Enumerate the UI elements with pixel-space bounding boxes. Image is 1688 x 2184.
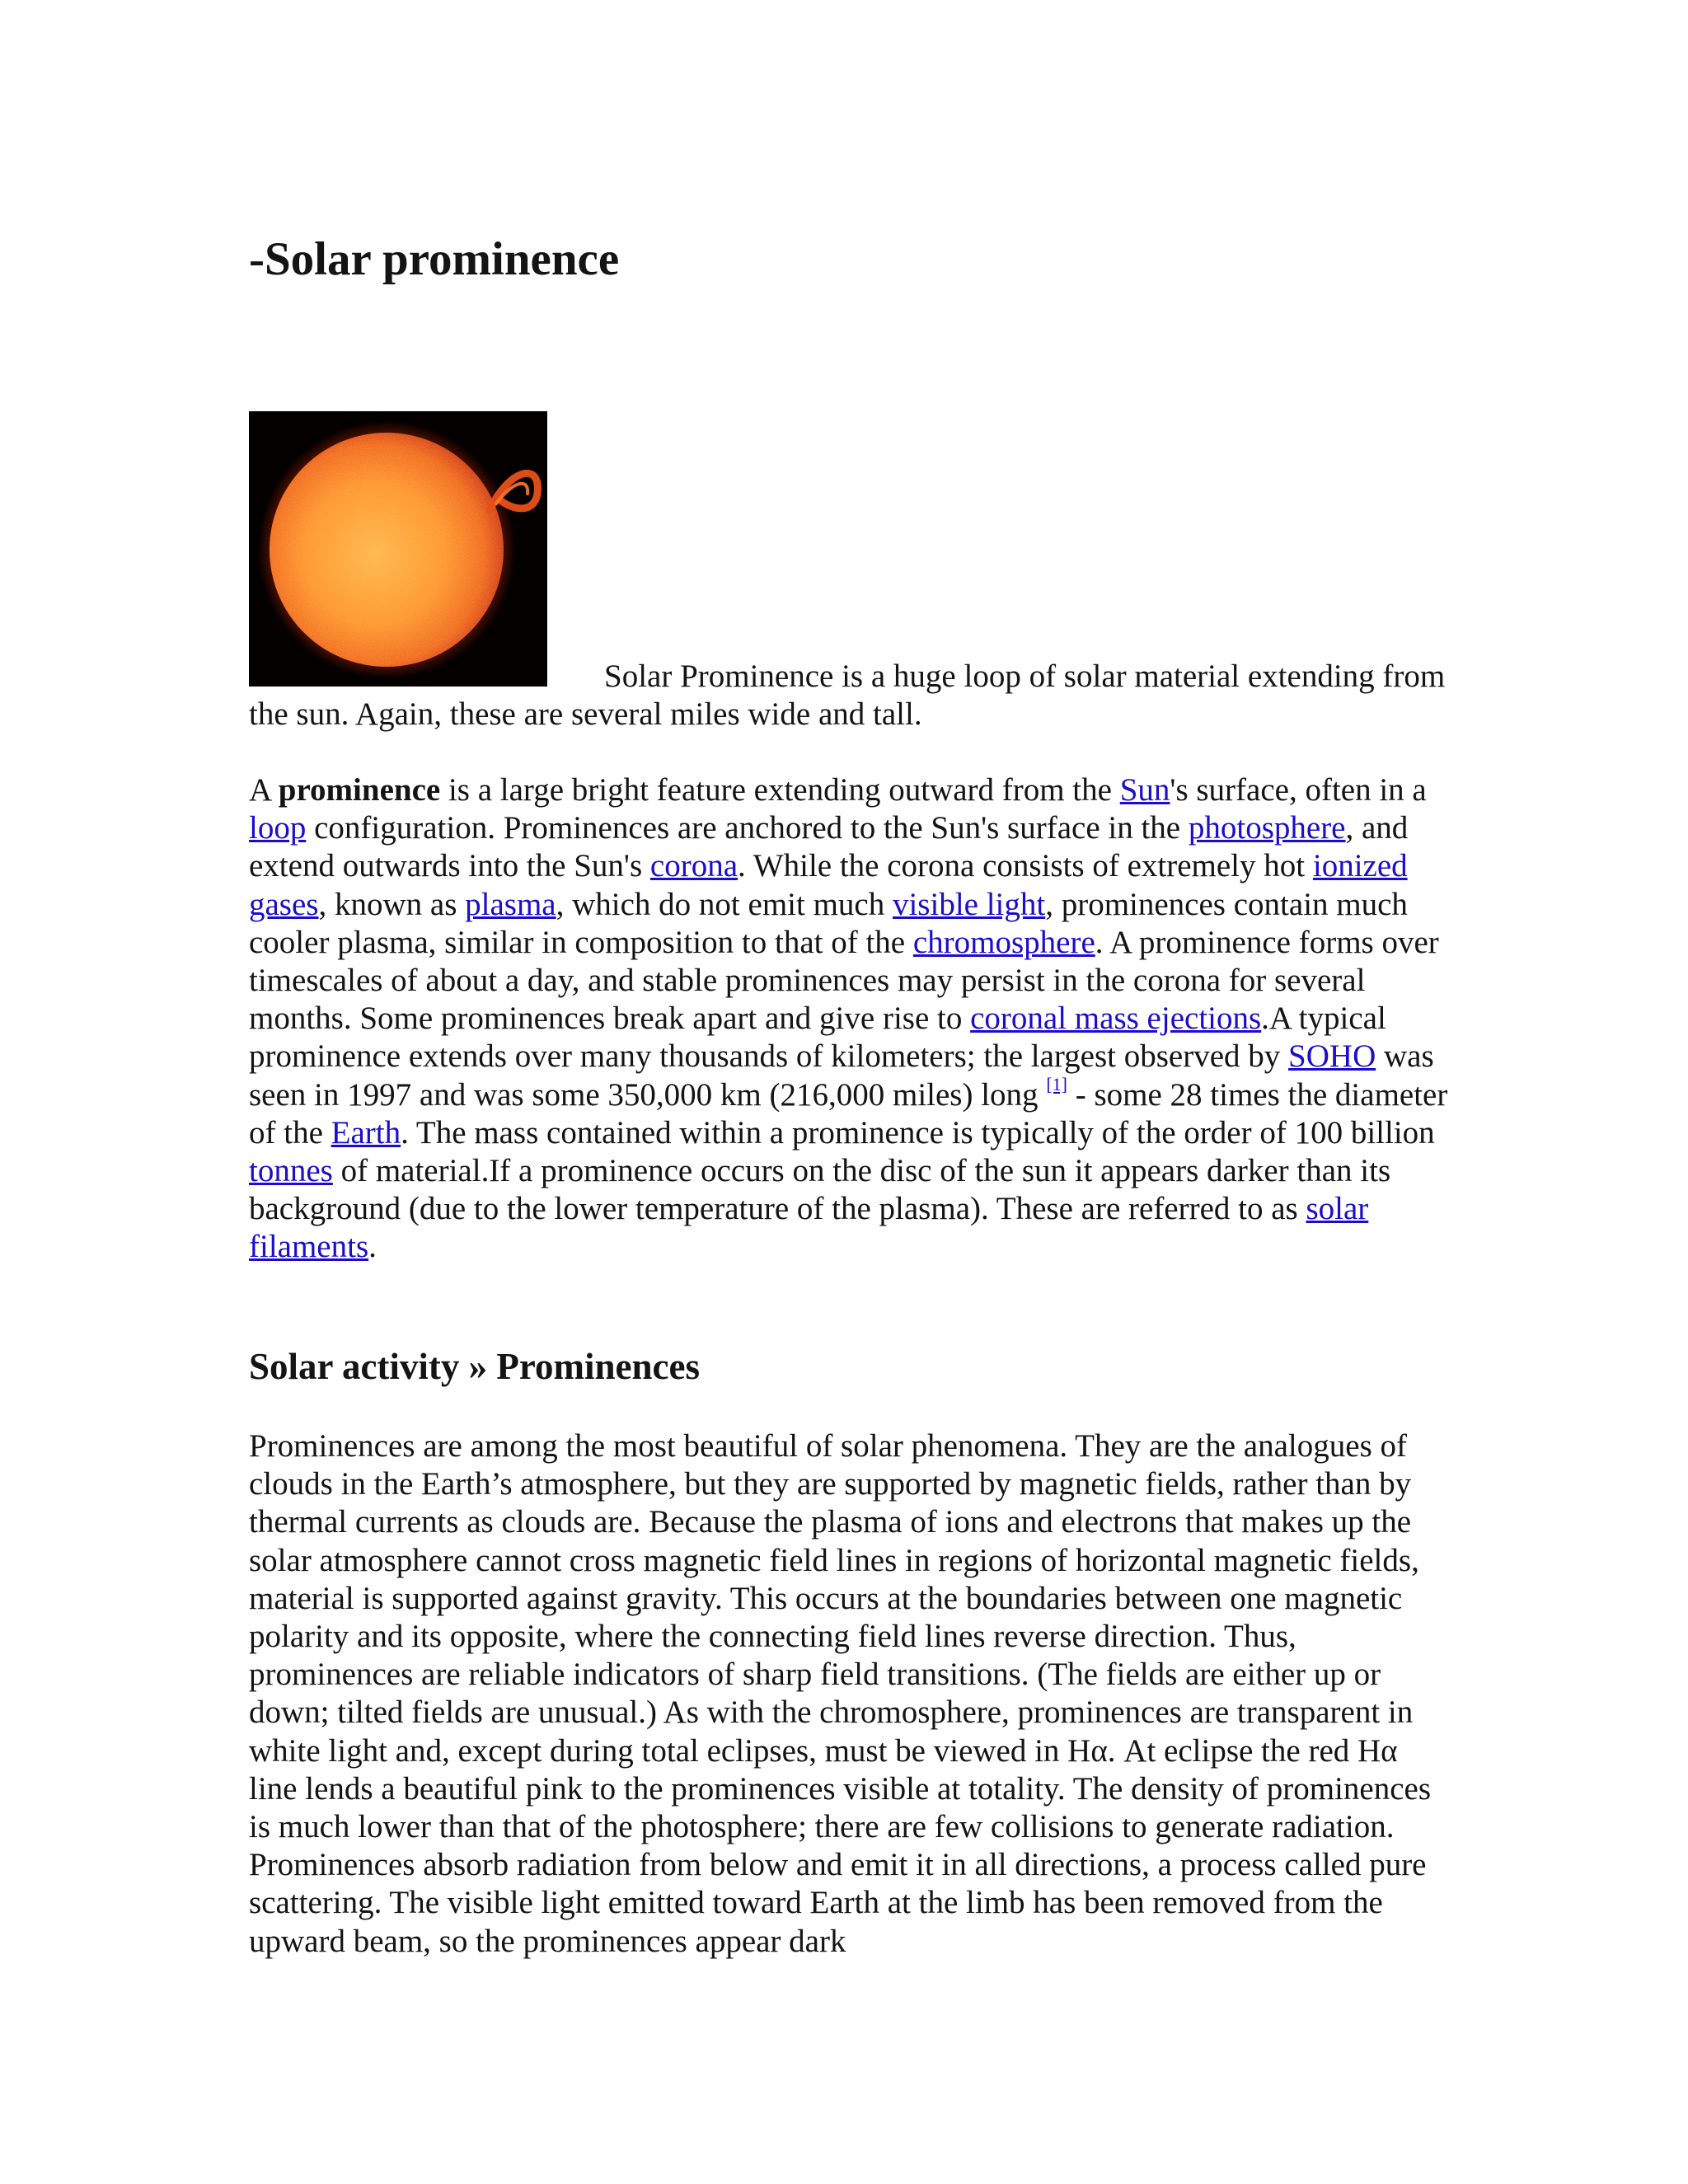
second-paragraph: Prominences are among the most beautiful of solar phenomena. They are the analogues of clouds in the Earth’s atmosphere, but they are supported by magnetic fields, rather than by thermal currents as clouds are. Because the plasma of ions and electrons that makes up the solar atmosphere cannot cross magnetic field lines in regions of horizontal magnetic fields, material is supported against gravity. This occurs at the boundaries between one magnetic polarity and its opposite, where the connecting field lines reverse direction. Thus, prominences are reliable indicators of sharp field transitions. (The fields are either up or down; tilted fields are unusual.) As with the chromosphere, prominences are transparent in white light and, except during total eclipses, must be viewed in Hα. At eclipse the red Hα line lends a beautiful pink to the prominences visible at totality. The density of prominences is much lower than that of the photosphere; there are few collisions to generate radiation. Prominences absorb radiation from below and emit it in all directions, a process called pure scattering. The visible light emitted toward Earth at the limb has been removed from the upward beam, so the prominences appear dark [249,1428,1431,1959]
link-solar-filaments[interactable]: solar filaments [249,1191,1369,1265]
link-visible-light[interactable]: visible light [892,886,1046,922]
link-chromosphere[interactable]: chromosphere [912,924,1095,960]
section-heading: Solar activity » Prominences [249,1346,701,1387]
link-corona[interactable]: corona [649,848,738,884]
link-tonnes[interactable]: tonnes [249,1153,333,1189]
link-photosphere[interactable]: photosphere [1188,810,1346,846]
link-loop[interactable]: loop [249,810,307,846]
solar-prominence-image [249,411,547,687]
main-paragraph: A prominence is a large bright feature extending outward from the Sun's surface, often in a loop configuration. Prominences are anchored to the Sun's surface in the photosphere, and extend outwards into the Sun's corona. While the corona consists of extremely hot ionized gases, known as plasma, which do not emit much visible light, prominences contain much cooler plasma, similar in composition to that of the chromosphere. A prominence forms over timescales of about a day, and stable prominences may persist in the corona for several months. Some prominences break apart and give rise to coronal mass ejections.A typical prominence extends over many thousands of kilometers; the largest observed by SOHO was seen in 1997 and was some 350,000 km (216,000 miles) long [1] - some 28 times the diameter of the Earth. The mass contained within a prominence is typically of the order of 100 billion tonnes of material.If a prominence occurs on the disc of the sun it appears darker than its background (due to the lower temperature of the plasma). These are referred to as solar filaments. [249,772,1448,1265]
link-sun[interactable]: Sun [1119,772,1170,808]
image-caption: Solar Prominence is a huge loop of solar material extending from the sun. Again, these are several miles wide and tall. [249,658,1446,733]
link-gases[interactable]: gases [249,886,319,922]
page-title: -Solar prominence [249,233,620,285]
link-coronal-mass-ejections[interactable]: coronal mass ejections [970,1001,1262,1037]
term-prominence: prominence [278,772,441,808]
link-earth[interactable]: Earth [331,1114,401,1151]
link-ionized[interactable]: ionized [1312,848,1408,884]
link-soho[interactable]: SOHO [1288,1038,1376,1075]
link-plasma[interactable]: plasma [465,886,556,922]
reference-1-link[interactable]: [1] [1046,1073,1067,1094]
